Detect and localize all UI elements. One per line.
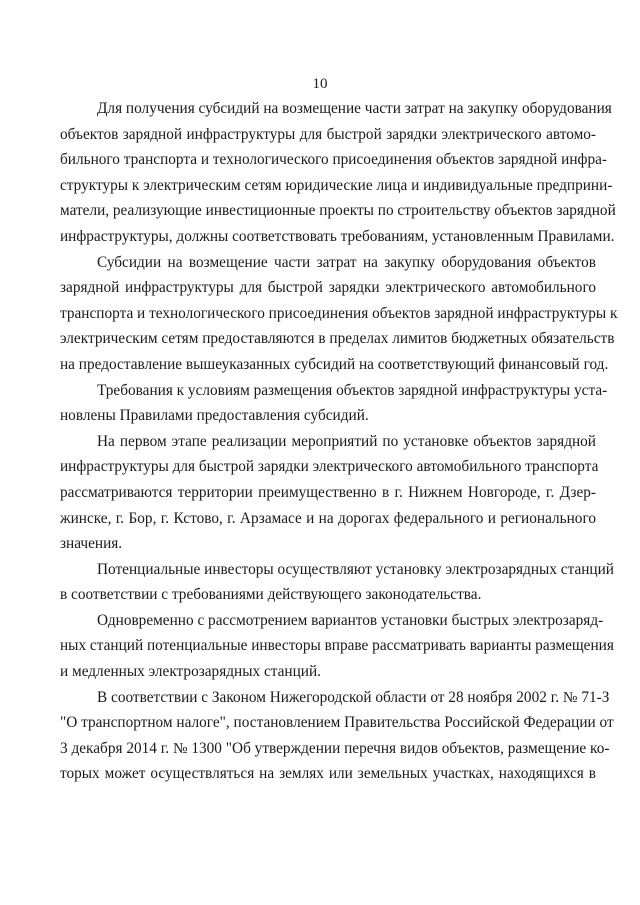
text-line: Субсидии на возмещение части затрат на закупку оборудования объектов: [97, 253, 596, 271]
text-line: торых может осуществляться на землях или земельных участках, находящихся в: [60, 765, 596, 783]
document-body: [60, 96, 618, 787]
text-line: инфраструктуры, должны соответствовать требованиям, установленным Правилами.: [60, 227, 615, 245]
paragraph: [60, 378, 608, 429]
text-line: Потенциальные инвесторы осуществляют установку электрозарядных станций: [97, 560, 614, 578]
text-line: Требования к условиям размещения объектов зарядной инфраструктуры уста-: [97, 381, 608, 399]
text-line: матели, реализующие инвестиционные проекты по строительству объектов зарядной: [60, 202, 616, 220]
text-line: Одновременно с рассмотрением вариантов установки быстрых электрозаряд-: [97, 611, 604, 629]
text-line: электрическим сетям предоставляются в пределах лимитов бюджетных обязательств: [60, 330, 615, 348]
text-line: На первом этапе реализации мероприятий по установке объектов зарядной: [97, 432, 596, 450]
text-line: объектов зарядной инфраструктуры для быстрой зарядки электрического автомо-: [60, 125, 596, 143]
text-line: В соответствии с Законом Нижегородской области от 28 ноября 2002 г. № 71-З: [97, 688, 610, 706]
paragraph: [60, 429, 599, 557]
paragraph: [60, 96, 616, 250]
text-line: зарядной инфраструктуры для быстрой зарядки электрического автомобильного: [60, 279, 596, 297]
paragraph: [60, 557, 614, 608]
text-line: структуры к электрическим сетям юридические лица и индивидуальные предприни-: [60, 176, 613, 194]
paragraph: [60, 608, 614, 685]
text-line: 3 декабря 2014 г. № 1300 "Об утверждении перечня видов объектов, размещение ко-: [60, 739, 610, 757]
text-line: на предоставление вышеуказанных субсидий на соответствующий финансовый год.: [60, 355, 609, 373]
text-line: ных станций потенциальные инвесторы вправе рассматривать варианты размещения: [60, 637, 614, 655]
text-line: бильного транспорта и технологического присоединения объектов зарядной инфра-: [60, 151, 607, 169]
text-line: значения.: [60, 535, 123, 553]
text-line: инфраструктуры для быстрой зарядки электрического автомобильного транспорта: [60, 458, 599, 476]
text-line: рассматриваются территории преимущественно в г. Нижнем Новгороде, г. Дзер-: [60, 483, 596, 501]
text-line: жинске, г. Бор, г. Кстово, г. Арзамасе и на дорогах федерального и регионального: [60, 509, 596, 527]
text-line: новлены Правилами предоставления субсидий.: [60, 407, 369, 425]
text-line: транспорта и технологического присоединения объектов зарядной инфраструктуры к: [60, 304, 618, 322]
paragraph: [60, 685, 614, 787]
text-line: в соответствии с требованиями действующего законодательства.: [60, 586, 482, 604]
text-line: "О транспортном налоге", постановлением Правительства Российской Федерации от: [60, 714, 614, 732]
page-number: 10: [312, 76, 328, 92]
paragraph: [60, 250, 618, 378]
text-line: Для получения субсидий на возмещение части затрат на закупку оборудования: [97, 100, 612, 117]
text-line: и медленных электрозарядных станций.: [60, 663, 321, 681]
